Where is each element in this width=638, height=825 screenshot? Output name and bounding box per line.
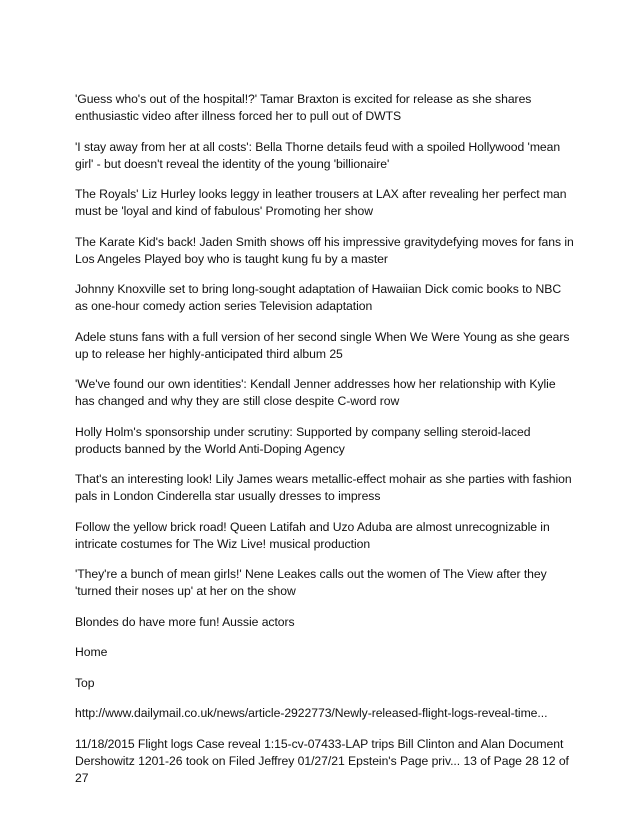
article-headline-4[interactable]: The Karate Kid's back! Jaden Smith shows off his impressive gravitydefying moves for fans in Los Angeles Played boy who is taught kung fu by a master (75, 234, 574, 266)
top-link[interactable]: Top (75, 675, 95, 690)
home-link[interactable]: Home (75, 645, 108, 659)
article-headline-6[interactable]: Adele stuns fans with a full version of her second single When We Were Young as she gears up to release her highly-anticipated third album 25 (75, 329, 570, 361)
document-stamp-footer: 11/18/2015 Flight logs Case reveal 1:15-cv-07433-LAP trips Bill Clinton and Alan Document Dershowitz 1201-26 took on Filed Jeffrey 01/27/21 Epstein's Page priv... 13 of Page 28 12 of 27 (75, 736, 569, 785)
document-body (75, 91, 575, 800)
article-headline-2[interactable]: 'I stay away from her at all costs': Bella Thorne details feud with a spoiled Hollywood 'mean girl' - but doesn't reveal the identity of the young 'billionaire' (75, 139, 561, 171)
article-headline-11[interactable]: 'They're a bunch of mean girls!' Nene Leakes calls out the women of The View after they 'turned their noses up' at her on the show (75, 567, 547, 598)
article-headline-12[interactable]: Blondes do have more fun! Aussie actors (75, 614, 295, 629)
article-headline-5[interactable]: Johnny Knoxville set to bring long-sought adaptation of Hawaiian Dick comic books to NBC as one-hour comedy action series Television adaptation (75, 282, 562, 313)
article-headline-3[interactable]: The Royals' Liz Hurley looks leggy in leather trousers at LAX after revealing her perfect man must be 'loyal and kind of fabulous' Promoting her show (75, 187, 567, 218)
article-headline-7[interactable]: 'We've found our own identities': Kendall Jenner addresses how her relationship with Kylie has changed and why they are still close despite C-word row (75, 377, 556, 408)
article-headline-8[interactable]: Holly Holm's sponsorship under scrutiny: Supported by company selling steroid-laced products banned by the World Anti-Doping Agency (75, 424, 531, 456)
source-url: http://www.dailymail.co.uk/news/article-2922773/Newly-released-flight-logs-reveal-time... (75, 706, 548, 720)
article-headline-1[interactable]: 'Guess who's out of the hospital!?' Tamar Braxton is excited for release as she shares enthusiastic video after illness forced her to pull out of DWTS (75, 92, 532, 123)
article-headline-9[interactable]: That's an interesting look! Lily James wears metallic-effect mohair as she parties with fashion pals in London Cinderella star usually dresses to impress (75, 472, 572, 503)
article-headline-10[interactable]: Follow the yellow brick road! Queen Latifah and Uzo Aduba are almost unrecognizable in intricate costumes for The Wiz Live! musical production (75, 519, 550, 551)
